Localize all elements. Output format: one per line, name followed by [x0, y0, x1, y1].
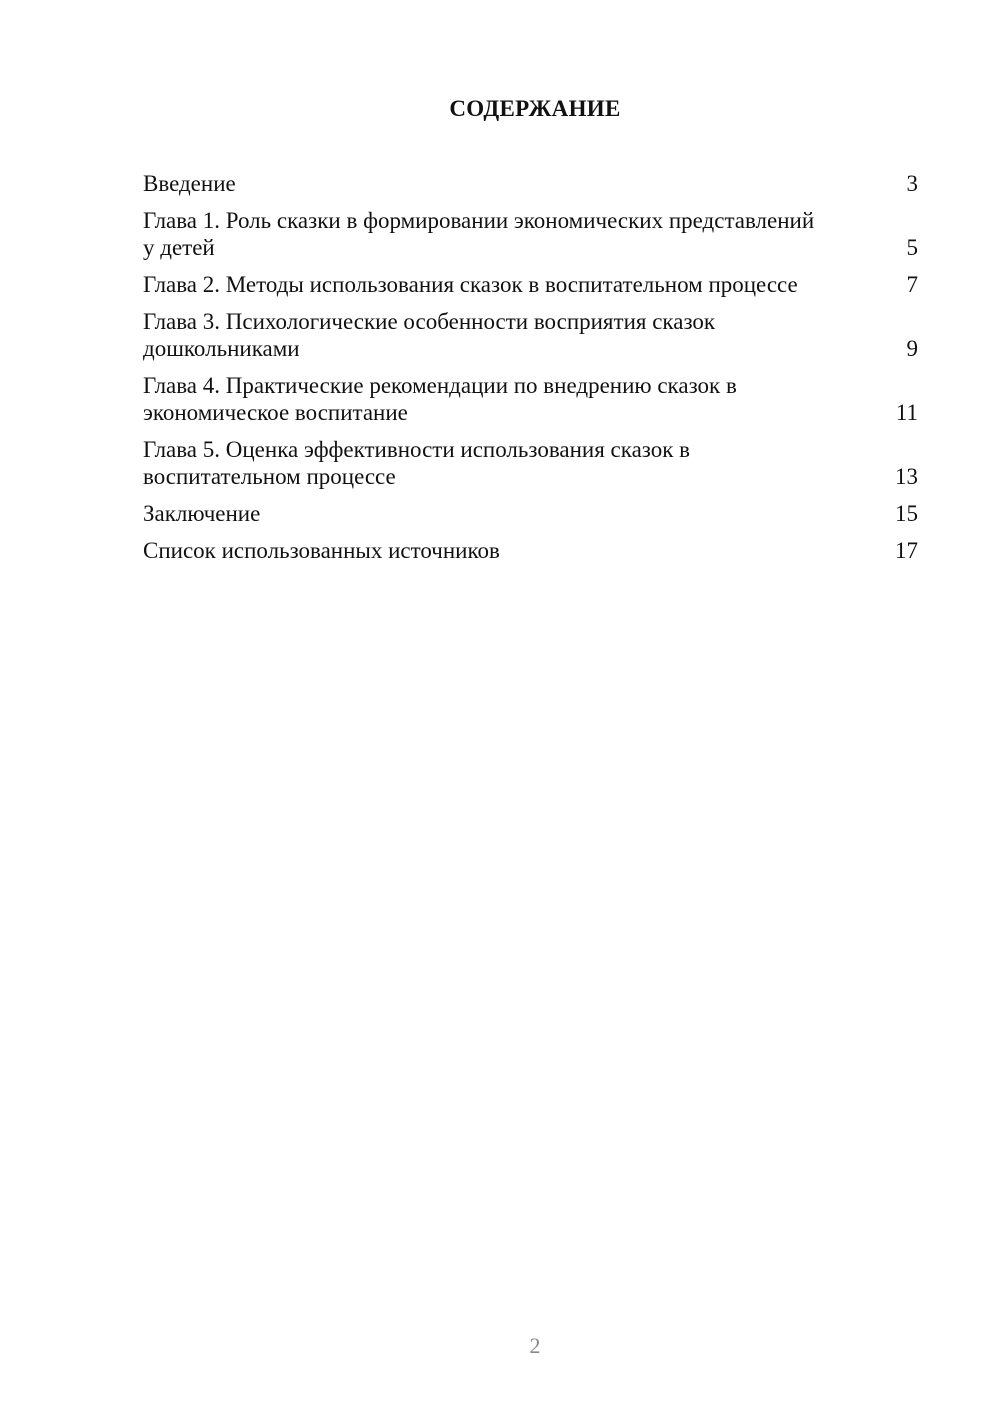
toc-entry-page: 3 [906, 171, 918, 196]
toc-entry-page: 17 [895, 538, 918, 563]
toc-entry [143, 207, 920, 261]
toc-title: СОДЕРЖАНИЕ [449, 96, 621, 121]
toc-entry [143, 537, 920, 564]
toc-entry-label: Список использованных источников [143, 538, 500, 563]
toc-entry [143, 271, 920, 298]
page-number: 2 [529, 1333, 541, 1358]
toc-entry-page: 5 [906, 235, 918, 260]
toc-entry-label: Заключение [143, 501, 261, 526]
toc-entry-page: 7 [906, 272, 918, 297]
toc-entry-label: Введение [143, 171, 236, 196]
toc-entry-page: 13 [895, 464, 918, 489]
toc-entry [143, 500, 920, 527]
toc-entry-page: 15 [895, 501, 918, 526]
table-of-contents [143, 170, 920, 574]
toc-entry-page: 11 [895, 400, 918, 425]
toc-entry [143, 308, 920, 362]
toc-entry-label: Глава 2. Методы использования сказок в воспитательном процессе [143, 272, 798, 297]
toc-entry-label: Глава 3. Психологические особенности восприятия сказок дошкольниками [143, 309, 716, 361]
toc-entry [143, 170, 920, 197]
toc-entry-page: 9 [906, 336, 918, 361]
toc-entry-label: Глава 4. Практические рекомендации по внедрению сказок в экономическое воспитание [143, 373, 737, 425]
toc-entry-label: Глава 5. Оценка эффективности использования сказок в воспитательном процессе [143, 437, 691, 489]
toc-entry [143, 372, 920, 426]
toc-entry [143, 436, 920, 490]
toc-entry-label: Глава 1. Роль сказки в формировании экономических представлений у детей [143, 208, 815, 260]
